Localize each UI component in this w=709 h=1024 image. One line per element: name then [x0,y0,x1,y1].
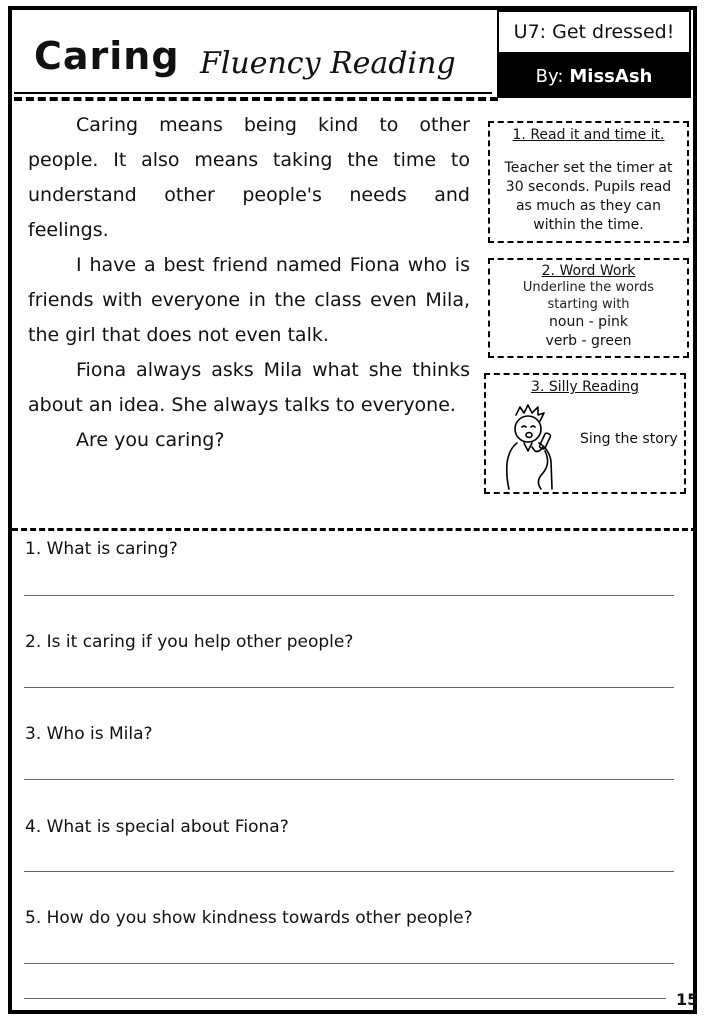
silly-reading-box [484,373,686,494]
title-script: Fluency Reading [200,46,456,81]
word-work-verb: verb - green [545,333,632,349]
singing-boy-icon [498,403,566,491]
dashed-divider-top [14,97,498,101]
word-work-box [488,258,689,358]
answer-line[interactable] [24,779,674,780]
page-number: 15 [676,990,699,1009]
word-work-instruction-2: starting with [547,297,630,312]
question-4: 4. What is special about Fiona? [25,817,289,837]
unit-label: U7: Get dressed! [497,10,691,54]
answer-line[interactable] [24,687,674,688]
answer-line[interactable] [24,963,674,964]
story-text [28,108,470,458]
story-paragraph: Caring means being kind to other people. It also means taking the time to understand other people's needs and feelings. [28,114,470,241]
story-paragraph: Are you caring? [76,429,225,451]
author-prefix: By: [535,65,564,87]
title-bold: Caring [34,34,180,78]
silly-reading-heading: 3. Silly Reading [531,379,639,395]
title-box [14,12,492,94]
dashed-divider-middle [12,528,697,531]
author-bar [497,54,691,98]
word-work-noun: noun - pink [549,314,628,330]
read-and-time-box [488,121,689,243]
answer-line[interactable] [24,595,674,596]
question-3: 3. Who is Mila? [25,724,153,744]
story-paragraph: Fiona always asks Mila what she thinks about an idea. She always talks to everyone. [28,359,470,416]
read-box-text: Teacher set the timer at 30 seconds. Pupils read as much as they can within the time. [504,160,673,233]
silly-reading-text: Sing the story [580,431,678,447]
question-5: 5. How do you show kindness towards other people? [25,908,473,928]
author-name: MissAsh [569,65,653,87]
story-paragraph: I have a best friend named Fiona who is friends with everyone in the class even Mila, the girl that does not even talk. [28,254,470,346]
word-work-heading: 2. Word Work [541,263,636,279]
answer-line[interactable] [24,998,666,999]
question-1: 1. What is caring? [25,539,178,559]
answer-line[interactable] [24,871,674,872]
word-work-instruction-1: Underline the words [522,280,655,295]
question-2: 2. Is it caring if you help other people? [25,632,354,652]
read-box-heading: 1. Read it and time it. [512,127,665,143]
